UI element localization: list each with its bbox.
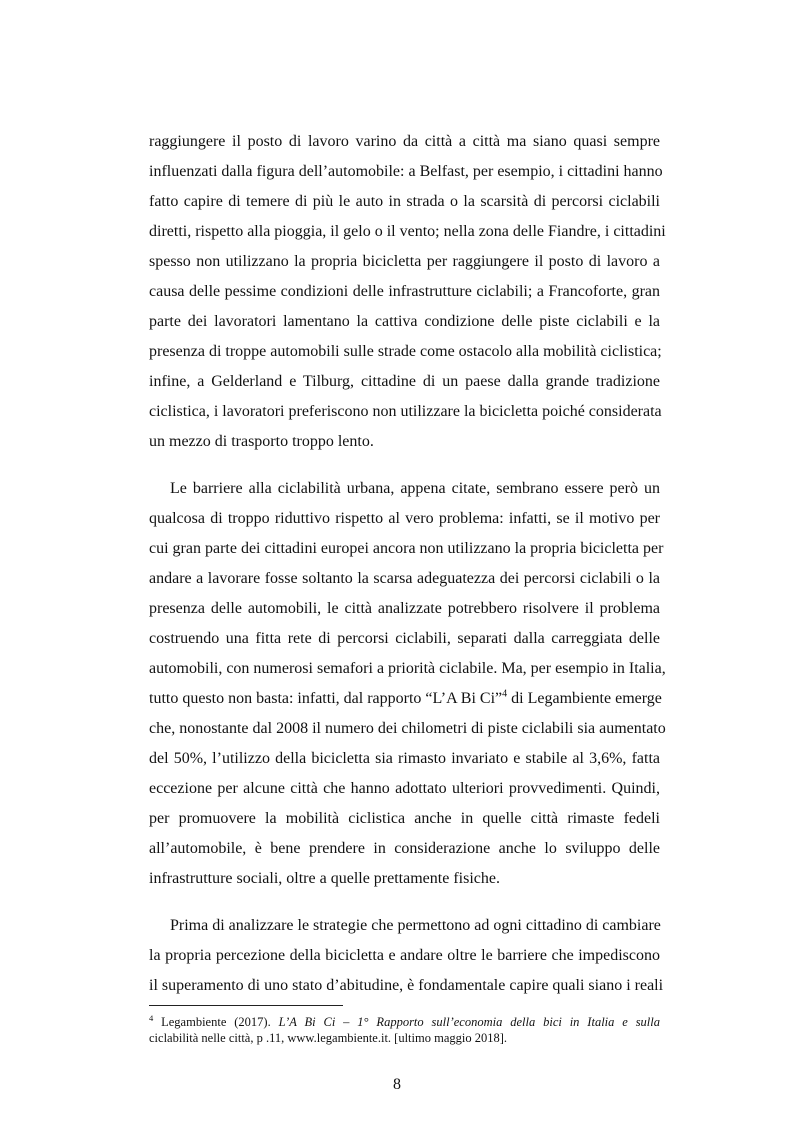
text-line: parte dei lavoratori lamentano la cattiva condizione delle piste ciclabili e la [149, 313, 660, 330]
footnote-author: Legambiente (2017). [153, 1015, 279, 1029]
text-line: eccezione per alcune città che hanno adottato ulteriori provvedimenti. Quindi, [149, 780, 660, 797]
text-line: spesso non utilizzano la propria bicicletta per raggiungere il posto di lavoro a [149, 253, 660, 270]
text-line: qualcosa di troppo riduttivo rispetto al vero problema: infatti, se il motivo per [149, 510, 660, 527]
text-line: la propria percezione della bicicletta e andare oltre le barriere che impediscono [149, 947, 660, 964]
text-segment: di Legambiente emerge [507, 690, 662, 707]
text-line: del 50%, l’utilizzo della bicicletta sia rimasto invariato e stabile al 3,6%, fatta [149, 750, 660, 767]
text-line: causa delle pessime condizioni delle infrastrutture ciclabili; a Francoforte, gran [149, 283, 660, 300]
footnote-title: L’A Bi Ci – 1° Rapporto sull’economia della bici in Italia e sulla [278, 1015, 660, 1029]
text-line: fatto capire di temere di più le auto in strada o la scarsità di percorsi ciclabili [149, 193, 660, 210]
text-line: Le barriere alla ciclabilità urbana, appena citate, sembrano essere però un [170, 480, 660, 497]
text-line: ciclistica, i lavoratori preferiscono non utilizzare la bicicletta poiché considerata [149, 403, 662, 420]
footnote-line: ciclabilità nelle città, p .11, www.legambiente.it. [ultimo maggio 2018]. [149, 1031, 508, 1045]
text-line: all’automobile, è bene prendere in considerazione anche lo sviluppo delle [149, 840, 660, 857]
text-line: un mezzo di trasporto troppo lento. [149, 433, 374, 450]
text-line: cui gran parte dei cittadini europei ancora non utilizzano la propria bicicletta per [149, 540, 664, 557]
text-line: il superamento di uno stato d’abitudine, è fondamentale capire quali siano i reali [149, 977, 664, 994]
text-line: andare a lavorare fosse soltanto la scarsa adeguatezza dei percorsi ciclabili o la [149, 570, 660, 587]
text-line: infrastrutture sociali, oltre a quelle prettamente fisiche. [149, 870, 500, 887]
footnote-reference[interactable]: 4 [502, 688, 508, 700]
text-line: presenza delle automobili, le città analizzate potrebbero risolvere il problema [149, 600, 660, 617]
text-line: Prima di analizzare le strategie che permettono ad ogni cittadino di cambiare [170, 917, 661, 934]
text-line: presenza di troppe automobili sulle strade come ostacolo alla mobilità ciclistica; [149, 343, 662, 360]
text-line: che, nonostante dal 2008 il numero dei chilometri di piste ciclabili sia aumentato [149, 720, 666, 737]
footnote-line [149, 1014, 660, 1030]
text-line-with-footnote-ref [149, 684, 660, 714]
text-line: costruendo una fitta rete di percorsi ciclabili, separati dalla carreggiata delle [149, 630, 660, 647]
text-line: raggiungere il posto di lavoro varino da città a città ma siano quasi sempre [149, 133, 660, 150]
text-line: diretti, rispetto alla pioggia, il gelo o il vento; nella zona delle Fiandre, i cittadini [149, 223, 666, 240]
text-line: automobili, con numerosi semafori a priorità ciclabile. Ma, per esempio in Italia, [149, 660, 666, 677]
text-line: per promuovere la mobilità ciclistica anche in quelle città rimaste fedeli [149, 810, 660, 827]
text-line: infine, a Gelderland e Tilburg, cittadine di un paese dalla grande tradizione [149, 373, 660, 390]
footnote-separator [149, 1005, 343, 1006]
text-segment: tutto questo non basta: infatti, dal rapporto “L’A Bi Ci” [149, 690, 503, 707]
footnote-number: 4 [149, 1012, 154, 1023]
page-number: 8 [393, 1076, 401, 1093]
text-line: influenzati dalla figura dell’automobile: a Belfast, per esempio, i cittadini hanno [149, 163, 663, 180]
